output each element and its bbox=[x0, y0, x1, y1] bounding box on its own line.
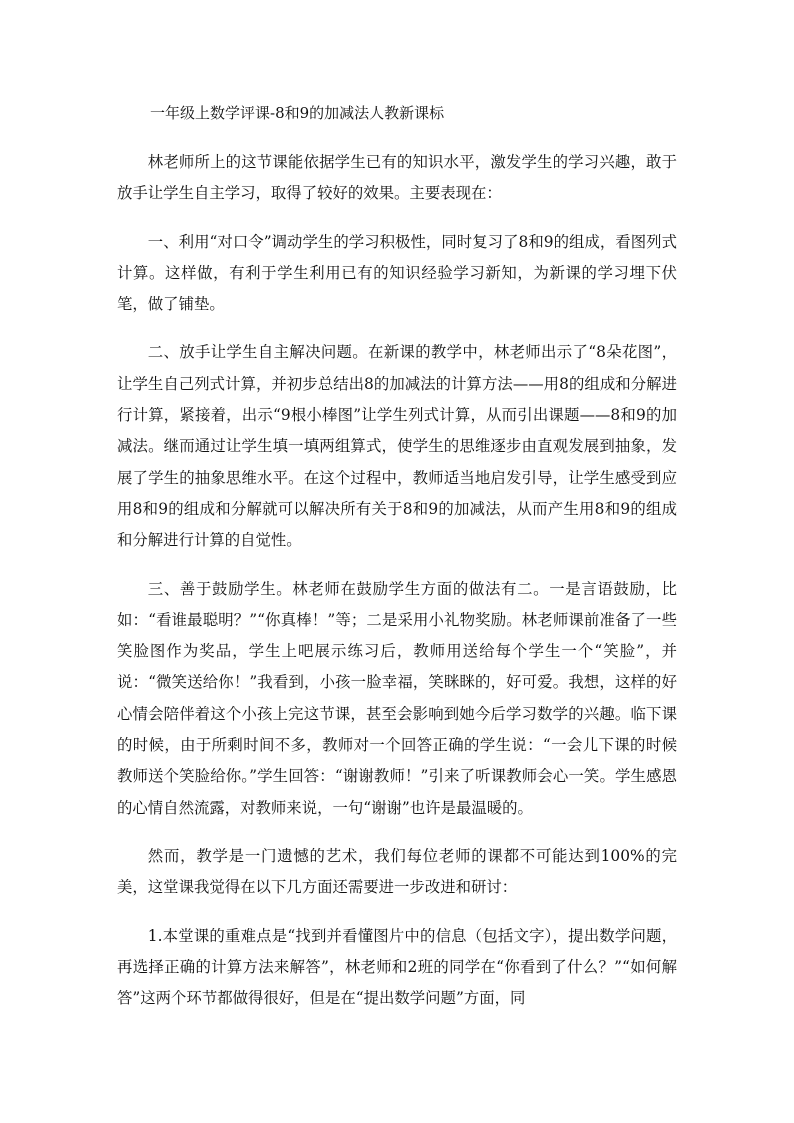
paragraph-point-three: 三、善于鼓励学生。林老师在鼓励学生方面的做法有二。一是言语鼓励，比如：“看谁最聪明？”“你真棒！”等；二是采用小礼物奖励。林老师课前准备了一些笑脸图作为奖品，学生上吧展示练习后，教师用送给每个学生一个“笑脸”，并说：“微笑送给你！”我看到，小孩一脸幸福，笑眯眯的，好可爱。我想，这样的好心情会陪伴着这个小孩上完这节课，甚至会影响到她今后学习数学的兴趣。临下课的时候，由于所剩时间不多，教师对一个回答正确的学生说：“一会儿下课的时候教师送个笑脸给你。”学生回答：“谢谢教师！”引来了听课教师会心一笑。学生感恩的心情自然流露，对教师来说，一句“谢谢”也许是最温暖的。 bbox=[117, 579, 677, 817]
paragraph-improvements: 然而，教学是一门遗憾的艺术，我们每位老师的课都不可能达到100%的完美，这堂课我觉得在以下几方面还需要进一步改进和研讨： bbox=[117, 846, 677, 897]
document-body bbox=[117, 147, 677, 1031]
document-title: 一年级上数学评课-8和9的加减法人教新课标 bbox=[150, 104, 445, 122]
paragraph-point-one: 一、利用“对口令”调动学生的学习积极性，同时复习了8和9的组成，看图列式计算。这样做，有利于学生利用已有的知识经验学习新知，为新课的学习埋下伏笔，做了铺垫。 bbox=[117, 232, 677, 314]
paragraph-intro: 林老师所上的这节课能依据学生已有的知识水平，激发学生的学习兴趣，敢于放手让学生自主学习，取得了较好的效果。主要表现在： bbox=[117, 153, 677, 203]
paragraph-point-two: 二、放手让学生自主解决问题。在新课的教学中，林老师出示了“8朵花图”，让学生自己列式计算，并初步总结出8的加减法的计算方法——用8的组成和分解进行计算，紧接着，出示“9根小棒图”让学生列式计算，从而引出课题——8和9的加减法。继而通过让学生填一填两组算式，使学生的思维逐步由直观发展到抽象，发展了学生的抽象思维水平。在这个过程中，教师适当地启发引导，让学生感受到应用8和9的组成和分解就可以解决所有关于8和9的加减法，从而产生用8和9的组成和分解进行计算的自觉性。 bbox=[117, 343, 677, 550]
paragraph-suggestion-one: 1.本堂课的重难点是“找到并看懂图片中的信息（包括文字），提出数学问题，再选择正确的计算方法来解答”，林老师和2班的同学在“你看到了什么？”“如何解答”这两个环节都做得很好，但是在“提出数学问题”方面，同 bbox=[117, 926, 677, 1008]
